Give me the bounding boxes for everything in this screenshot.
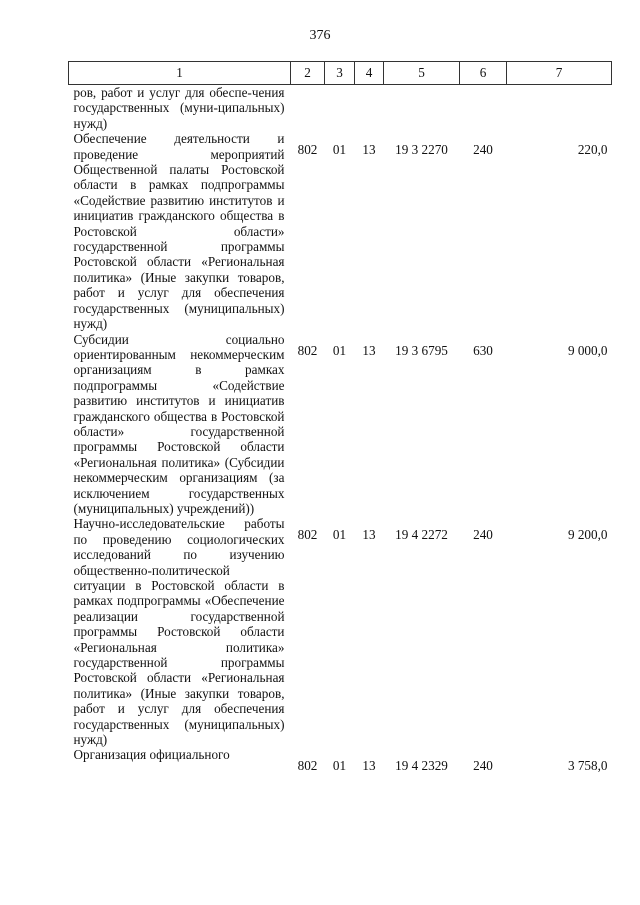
- column-header: 1: [69, 62, 291, 85]
- column-header: 5: [384, 62, 460, 85]
- table-row: [69, 131, 612, 331]
- row-ministry-code: 802: [297, 142, 318, 158]
- table-row: [69, 516, 612, 747]
- row-subsection-code: 13: [362, 758, 376, 774]
- budget-table: [68, 61, 612, 774]
- row-expense-type: 630: [473, 342, 493, 358]
- row-section-code: [325, 85, 355, 132]
- row-expense-type: 240: [473, 142, 493, 158]
- row-target-code: 19 3 6795: [395, 342, 448, 358]
- row-target-code: 19 4 2329: [395, 758, 448, 774]
- row-amount: 9 200,0: [567, 527, 608, 543]
- row-subsection-code: 13: [362, 142, 376, 158]
- row-expense-type: 240: [473, 527, 493, 543]
- row-subsection-code: 13: [362, 527, 376, 543]
- row-amount: [507, 85, 612, 132]
- table-row: [69, 85, 612, 132]
- row-amount: 9 000,0: [567, 342, 608, 358]
- row-description: Организация официального: [73, 747, 230, 763]
- row-amount: 3 758,0: [567, 758, 608, 774]
- column-header: 4: [355, 62, 384, 85]
- row-section-code: 01: [332, 527, 347, 543]
- page-number: 376: [309, 28, 331, 43]
- row-ministry-code: [291, 85, 325, 132]
- table-body: [69, 85, 612, 774]
- row-section-code: 01: [332, 142, 347, 158]
- row-expense-type: [460, 85, 507, 132]
- row-subsection-code: 13: [362, 342, 376, 358]
- row-description: Обеспечение деятельности и проведение мероприятий Общественной палаты Ростовской области в рамках подпрограммы «Содействие развитию институтов и инициатив гражданского общества в Ростовской области» государственной программы Ростовской области «Региональная политика» (Иные закупки товаров, работ и услуг для обеспечения государственных (муниципальных) нужд): [73, 131, 285, 332]
- column-header: 3: [325, 62, 355, 85]
- row-target-code: 19 3 2270: [395, 142, 448, 158]
- column-header: 7: [507, 62, 612, 85]
- table-row: [69, 332, 612, 517]
- header-row: [69, 62, 612, 85]
- row-section-code: 01: [332, 758, 347, 774]
- row-description: ров, работ и услуг для обеспе-чения государственных (муни-ципальных) нужд): [73, 85, 285, 131]
- row-expense-type: 240: [473, 758, 493, 774]
- column-header: 6: [460, 62, 507, 85]
- row-description: Научно-исследовательские работы по проведению социологических исследований по изучению общественно-политической ситуации в Ростовской области в рамках подпрограммы «Обеспечение реализации государственной программы Ростовской области «Региональная политика» государственной программы Ростовской области «Региональная политика» (Иные закупки товаров, работ и услуг для обеспечения государственных (муниципальных) нужд): [73, 516, 285, 748]
- table-row: [69, 747, 612, 773]
- row-description: Субсидии социально ориентированным некоммерческим организациям в рамках подпрограммы «Содействие развитию институтов и инициатив гражданского общества в Ростовской области» государственной программы Ростовской области «Региональная политика» (Субсидии некоммерческим организациям (за исключением государственных (муниципальных) учреждений)): [73, 331, 285, 516]
- row-target-code: 19 4 2272: [395, 527, 448, 543]
- row-ministry-code: 802: [297, 527, 318, 543]
- row-target-code: [384, 85, 460, 132]
- row-section-code: 01: [332, 342, 347, 358]
- table-header: [69, 62, 612, 85]
- row-ministry-code: 802: [297, 758, 318, 774]
- row-ministry-code: 802: [297, 342, 318, 358]
- row-subsection-code: [355, 85, 384, 132]
- row-amount: 220,0: [577, 142, 608, 158]
- column-header: 2: [291, 62, 325, 85]
